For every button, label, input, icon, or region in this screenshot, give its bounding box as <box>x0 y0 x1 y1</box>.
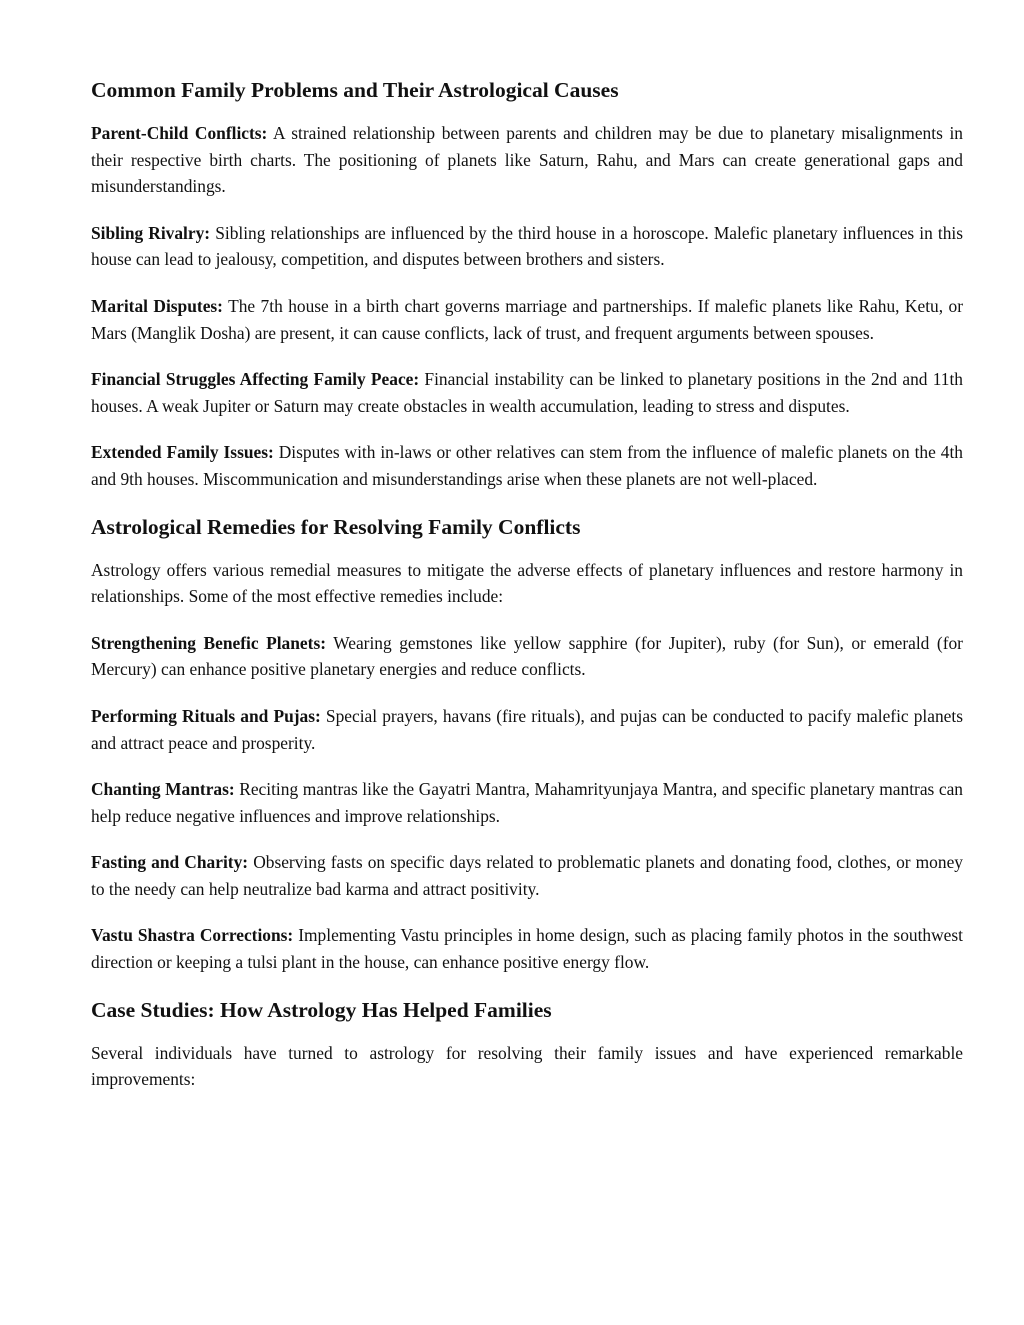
section-heading: Astrological Remedies for Resolving Family Conflicts <box>91 514 581 539</box>
paragraph-chanting-mantras <box>91 776 963 829</box>
paragraph-rituals-pujas <box>91 703 963 756</box>
paragraph-lead: Extended Family Issues: <box>91 442 274 463</box>
document-page <box>91 70 963 1113</box>
section-remedies <box>91 513 963 976</box>
paragraph-fasting-charity <box>91 849 963 902</box>
paragraph-text: Astrology offers various remedial measures to mitigate the adverse effects of planetary influences and restore harmony in relationships. Some of the most effective remedies include: <box>91 559 963 607</box>
paragraph-text: The 7th house in a birth chart governs marriage and partnerships. If malefic planets like Rahu, Ketu, or Mars (Manglik Dosha) are present, it can cause conflicts, lack of trust, and frequent arguments between spouses. <box>91 295 963 343</box>
paragraph-marital-disputes <box>91 293 963 346</box>
paragraph-financial-struggles <box>91 366 963 419</box>
section-case-studies <box>91 996 963 1093</box>
paragraph-benefic-planets <box>91 630 963 683</box>
paragraph-text: Disputes with in-laws or other relatives can stem from the influence of malefic planets on the 4th and 9th houses. Miscommunication and misunderstandings arise when these planets are not well-placed. <box>91 442 963 489</box>
paragraph-lead: Vastu Shastra Corrections: <box>91 925 294 946</box>
paragraph-text: A strained relationship between parents and children may be due to planetary misalignments in their respective birth charts. The positioning of planets like Saturn, Rahu, and Mars can create generational gaps and misunderstandings. <box>91 123 963 197</box>
paragraph-lead: Marital Disputes: <box>91 295 223 316</box>
paragraph-lead: Sibling Rivalry: <box>91 222 211 243</box>
paragraph-text: Financial instability can be linked to planetary positions in the 2nd and 11th houses. A weak Jupiter or Saturn may create obstacles in wealth accumulation, leading to stress and disputes. <box>91 369 963 416</box>
paragraph-remedies-intro <box>91 557 963 610</box>
paragraph-lead: Fasting and Charity: <box>91 852 249 873</box>
section-heading: Common Family Problems and Their Astrological Causes <box>91 78 619 102</box>
paragraph-case-studies-intro <box>91 1040 963 1093</box>
paragraph-text: Reciting mantras like the Gayatri Mantra, Mahamrityunjaya Mantra, and specific planetary mantras can help reduce negative influences and improve relationships. <box>91 779 963 826</box>
paragraph-sibling-rivalry <box>91 220 963 273</box>
paragraph-text: Observing fasts on specific days related to problematic planets and donating food, clothes, or money to the needy can help neutralize bad karma and attract positivity. <box>91 852 963 899</box>
paragraph-lead: Strengthening Benefic Planets: <box>91 632 326 653</box>
paragraph-lead: Parent-Child Conflicts: <box>91 123 268 143</box>
section-heading: Case Studies: How Astrology Has Helped Families <box>91 997 552 1022</box>
paragraph-text: Several individuals have turned to astrology for resolving their family issues and have experienced remarkable improvements: <box>91 1042 963 1090</box>
paragraph-lead: Chanting Mantras: <box>91 779 235 800</box>
paragraph-text: Sibling relationships are influenced by the third house in a horoscope. Malefic planetary influences in this house can lead to jealousy, competition, and disputes between brothers and sisters. <box>91 222 963 270</box>
paragraph-vastu-corrections <box>91 922 963 975</box>
paragraph-extended-family <box>91 439 963 492</box>
paragraph-lead: Financial Struggles Affecting Family Peace: <box>91 369 420 390</box>
paragraph-parent-child <box>91 120 963 200</box>
paragraph-text: Implementing Vastu principles in home design, such as placing family photos in the southwest direction or keeping a tulsi plant in the house, can enhance positive energy flow. <box>91 925 963 973</box>
paragraph-text: Special prayers, havans (fire rituals), and pujas can be conducted to pacify malefic planets and attract peace and prosperity. <box>91 705 963 753</box>
paragraph-text: Wearing gemstones like yellow sapphire (for Jupiter), ruby (for Sun), or emerald (for Mercury) can enhance positive planetary energies and reduce conflicts. <box>91 632 963 680</box>
paragraph-lead: Performing Rituals and Pujas: <box>91 705 321 726</box>
section-family-problems <box>91 76 963 493</box>
